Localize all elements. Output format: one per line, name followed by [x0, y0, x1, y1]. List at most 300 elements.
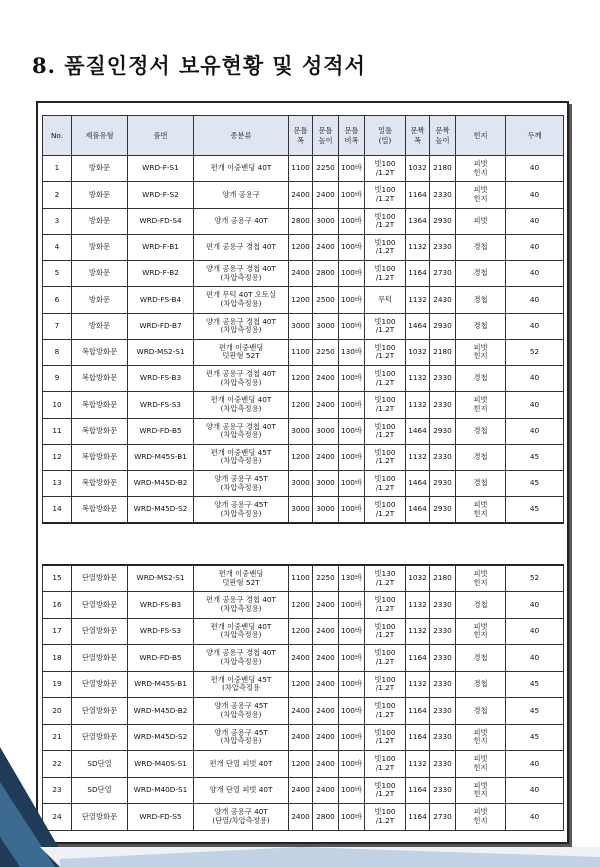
cell-thickness: 40: [506, 751, 564, 778]
cell-frame-width: 1100: [289, 339, 313, 365]
cell-hinge: 경첩: [456, 287, 506, 313]
cell-no: 24: [43, 804, 72, 831]
cell-leaf-width: 1464: [406, 497, 430, 523]
cell-leaf-height: 2330: [430, 724, 456, 751]
cell-product-type: 복합방화문: [72, 497, 128, 523]
cell-leaf-height: 2730: [430, 804, 456, 831]
cell-frame-height: 2250: [313, 565, 339, 592]
cell-hinge: 경첩: [456, 366, 506, 392]
cell-hinge: 피벗 힌지: [456, 724, 506, 751]
cell-sill: 무턱: [365, 287, 406, 313]
table-row: [43, 182, 564, 208]
cell-hinge: 경첩: [456, 645, 506, 672]
cell-hinge: 피벗 힌지: [456, 804, 506, 831]
cell-classification: 양개 공용구 40T (단열/차압측정용): [194, 804, 289, 831]
cell-frame-width: 1200: [289, 234, 313, 260]
cell-product-type: 단열방화문: [72, 565, 128, 592]
cell-hinge: 경첩: [456, 418, 506, 444]
cell-frame-height: 2800: [313, 804, 339, 831]
cell-thickness: 45: [506, 671, 564, 698]
cell-frame-depth: 100바: [339, 804, 365, 831]
cell-leaf-width: 1132: [406, 392, 430, 418]
cell-no: 7: [43, 313, 72, 339]
cell-classification: 편개 공용구 경첩 40T (차압측정용): [194, 592, 289, 619]
cell-no: 12: [43, 444, 72, 470]
cell-thickness: 40: [506, 418, 564, 444]
cell-part-number: WRD-F-B1: [128, 234, 194, 260]
cell-leaf-height: 2330: [430, 182, 456, 208]
cell-no: 22: [43, 751, 72, 778]
cell-sill: 빗100 /1.2T: [365, 156, 406, 182]
cell-part-number: WRD-M40S-S1: [128, 751, 194, 778]
page-title: 8. 품질인정서 보유현황 및 성적서: [32, 53, 366, 78]
cell-part-number: WRD-FS-S3: [128, 392, 194, 418]
corner-decoration: [0, 707, 600, 867]
table-row: [43, 366, 564, 392]
cell-thickness: 40: [506, 777, 564, 804]
cell-leaf-height: 2330: [430, 618, 456, 645]
cell-leaf-height: 2930: [430, 313, 456, 339]
cell-part-number: WRD-FD-B7: [128, 313, 194, 339]
cell-frame-height: 2400: [313, 592, 339, 619]
cell-classification: 양개 공용구 45T (차압측정용): [194, 698, 289, 725]
cell-thickness: 40: [506, 645, 564, 672]
cell-part-number: WRD-FS-B3: [128, 592, 194, 619]
cell-classification: 편개 이중밴딩 40T (차압측정용): [194, 392, 289, 418]
cell-hinge: 경첩: [456, 234, 506, 260]
cell-leaf-height: 2330: [430, 366, 456, 392]
cell-classification: 양개 단열 피벗 40T: [194, 777, 289, 804]
cell-frame-height: 3000: [313, 208, 339, 234]
cell-thickness: 40: [506, 234, 564, 260]
cell-frame-height: 2400: [313, 751, 339, 778]
cell-no: 4: [43, 234, 72, 260]
cell-product-type: 방화문: [72, 208, 128, 234]
cell-classification: 편개 이중밴딩 40T: [194, 156, 289, 182]
cell-classification: 편개 공용구 경첩 40T (차압측정용): [194, 366, 289, 392]
cell-leaf-height: 2180: [430, 565, 456, 592]
cell-frame-height: 2400: [313, 366, 339, 392]
cell-frame-depth: 100바: [339, 592, 365, 619]
cell-sill: 빗100 /1.2T: [365, 234, 406, 260]
cell-frame-depth: 100바: [339, 444, 365, 470]
cell-sill: 빗100 /1.2T: [365, 618, 406, 645]
cell-part-number: WRD-M40D-S1: [128, 777, 194, 804]
cell-sill: 빗100 /1.2T: [365, 698, 406, 725]
cell-frame-width: 2400: [289, 698, 313, 725]
cell-classification: 양개 공용구 40T: [194, 208, 289, 234]
cell-frame-depth: 100바: [339, 234, 365, 260]
cell-leaf-height: 2430: [430, 287, 456, 313]
cell-no: 11: [43, 418, 72, 444]
cell-frame-width: 3000: [289, 418, 313, 444]
header-part-number: 품번: [128, 116, 194, 156]
cell-frame-depth: 100바: [339, 182, 365, 208]
cell-leaf-height: 2930: [430, 471, 456, 497]
table-row: [43, 618, 564, 645]
cell-frame-depth: 100바: [339, 366, 365, 392]
cell-thickness: 45: [506, 497, 564, 523]
header-frame-width: 문틀 폭: [289, 116, 313, 156]
cell-leaf-width: 1464: [406, 471, 430, 497]
cell-no: 13: [43, 471, 72, 497]
cell-part-number: WRD-FS-B4: [128, 287, 194, 313]
cell-thickness: 40: [506, 287, 564, 313]
cell-hinge: 경첩: [456, 698, 506, 725]
cell-frame-height: 2400: [313, 645, 339, 672]
table-row: [43, 234, 564, 260]
cell-thickness: 40: [506, 208, 564, 234]
cell-frame-height: 2250: [313, 339, 339, 365]
cell-sill: 빗100 /1.2T: [365, 804, 406, 831]
cell-no: 1: [43, 156, 72, 182]
table-header-row: [43, 116, 564, 156]
cell-frame-height: 2400: [313, 777, 339, 804]
header-frame-height: 문틀 높이: [313, 116, 339, 156]
cell-leaf-width: 1464: [406, 313, 430, 339]
cell-no: 3: [43, 208, 72, 234]
cell-leaf-height: 2180: [430, 156, 456, 182]
cell-leaf-width: 1164: [406, 182, 430, 208]
cell-no: 23: [43, 777, 72, 804]
header-hinge: 힌지: [456, 116, 506, 156]
cell-no: 18: [43, 645, 72, 672]
cell-leaf-width: 1132: [406, 287, 430, 313]
cell-frame-width: 1200: [289, 671, 313, 698]
cell-leaf-height: 2330: [430, 592, 456, 619]
cell-sill: 빗100 /1.2T: [365, 208, 406, 234]
cell-hinge: 경첩: [456, 471, 506, 497]
cell-frame-height: 3000: [313, 471, 339, 497]
certification-table-part-1: [42, 115, 564, 524]
cell-frame-width: 3000: [289, 313, 313, 339]
cell-product-type: 방화문: [72, 234, 128, 260]
cell-part-number: WRD-MS2-S1: [128, 565, 194, 592]
cell-sill: 빗100 /1.2T: [365, 497, 406, 523]
cell-product-type: 단열방화문: [72, 592, 128, 619]
cell-frame-width: 1200: [289, 618, 313, 645]
cell-frame-height: 2400: [313, 444, 339, 470]
cell-part-number: WRD-M45S-B1: [128, 671, 194, 698]
cell-frame-width: 1200: [289, 366, 313, 392]
cell-frame-depth: 100바: [339, 287, 365, 313]
cell-classification: 양개 공용구 45T (차압측정용): [194, 471, 289, 497]
cell-leaf-height: 2330: [430, 671, 456, 698]
cell-leaf-width: 1164: [406, 724, 430, 751]
cell-part-number: WRD-F-S2: [128, 182, 194, 208]
table-row: [43, 392, 564, 418]
cell-frame-height: 2800: [313, 261, 339, 287]
cell-leaf-width: 1032: [406, 339, 430, 365]
cell-frame-width: 2400: [289, 182, 313, 208]
cell-classification: 양개 공용구 45T (차압측정용): [194, 724, 289, 751]
cell-frame-height: 2400: [313, 724, 339, 751]
cell-sill: 빗100 /1.2T: [365, 751, 406, 778]
cell-product-type: 복합방화문: [72, 471, 128, 497]
cell-frame-width: 1200: [289, 592, 313, 619]
cell-thickness: 40: [506, 804, 564, 831]
table-row: [43, 208, 564, 234]
cell-frame-width: 1100: [289, 156, 313, 182]
cell-frame-depth: 100바: [339, 313, 365, 339]
cell-thickness: 40: [506, 592, 564, 619]
cell-part-number: WRD-M45D-B2: [128, 698, 194, 725]
cell-leaf-width: 1132: [406, 618, 430, 645]
cell-frame-width: 2400: [289, 724, 313, 751]
cell-sill: 빗100 /1.2T: [365, 671, 406, 698]
cell-leaf-width: 1164: [406, 261, 430, 287]
cell-leaf-height: 2930: [430, 208, 456, 234]
cell-part-number: WRD-FD-B5: [128, 645, 194, 672]
cell-leaf-width: 1364: [406, 208, 430, 234]
cell-classification: 편개 이중밴딩 45T (차압측정용: [194, 671, 289, 698]
cell-frame-depth: 100바: [339, 751, 365, 778]
cell-frame-depth: 100바: [339, 645, 365, 672]
cell-leaf-height: 2330: [430, 777, 456, 804]
cell-classification: 편개 이중밴딩 덧판형 52T: [194, 565, 289, 592]
cell-classification: 편개 이중밴딩 덧판형 52T: [194, 339, 289, 365]
cell-frame-height: 2250: [313, 156, 339, 182]
table-row: [43, 565, 564, 592]
cell-hinge: 경첩: [456, 313, 506, 339]
cell-product-type: 단열방화문: [72, 618, 128, 645]
cell-sill: 빗100 /1.2T: [365, 339, 406, 365]
header-no: No.: [43, 116, 72, 156]
cell-leaf-width: 1132: [406, 444, 430, 470]
cell-product-type: 단열방화문: [72, 671, 128, 698]
cell-sill: 빗100 /1.2T: [365, 592, 406, 619]
cell-thickness: 40: [506, 156, 564, 182]
cell-leaf-height: 2180: [430, 339, 456, 365]
cell-frame-height: 3000: [313, 497, 339, 523]
cell-leaf-width: 1164: [406, 804, 430, 831]
table-body: [43, 156, 564, 524]
table-row: [43, 444, 564, 470]
cell-product-type: 방화문: [72, 287, 128, 313]
cell-hinge: 피벗: [456, 208, 506, 234]
cell-classification: 편개 무턱 40T 오토실 (차압측정용): [194, 287, 289, 313]
cell-product-type: SD단열: [72, 777, 128, 804]
cell-frame-width: 1200: [289, 751, 313, 778]
cell-product-type: 단열방화문: [72, 804, 128, 831]
cell-classification: 양개 공용구 경첩 40T (차압측정용): [194, 261, 289, 287]
cell-classification: 양개 공용구 경첩 40T (차압측정용): [194, 418, 289, 444]
cell-product-type: 복합방화문: [72, 418, 128, 444]
cell-frame-width: 2400: [289, 645, 313, 672]
cell-no: 19: [43, 671, 72, 698]
cell-hinge: 경첩: [456, 592, 506, 619]
cell-leaf-height: 2330: [430, 444, 456, 470]
cell-hinge: 경첩: [456, 261, 506, 287]
cell-frame-depth: 100바: [339, 671, 365, 698]
cell-leaf-width: 1132: [406, 592, 430, 619]
cell-classification: 편개 단열 피벗 40T: [194, 751, 289, 778]
cell-leaf-width: 1032: [406, 156, 430, 182]
cell-classification: 편개 이중밴딩 45T (차압측정용): [194, 444, 289, 470]
cell-frame-width: 3000: [289, 497, 313, 523]
cell-frame-depth: 100바: [339, 618, 365, 645]
cell-thickness: 45: [506, 698, 564, 725]
cell-product-type: 복합방화문: [72, 339, 128, 365]
cell-frame-width: 3000: [289, 471, 313, 497]
cell-leaf-height: 2330: [430, 392, 456, 418]
cell-product-type: 단열방화문: [72, 698, 128, 725]
cell-frame-width: 2800: [289, 208, 313, 234]
cell-part-number: WRD-M45D-B2: [128, 471, 194, 497]
cell-part-number: WRD-M45D-S2: [128, 724, 194, 751]
cell-frame-width: 1200: [289, 444, 313, 470]
cell-product-type: 복합방화문: [72, 366, 128, 392]
cell-hinge: 피벗 힌지: [456, 392, 506, 418]
cell-part-number: WRD-MS2-S1: [128, 339, 194, 365]
cell-thickness: 45: [506, 444, 564, 470]
cell-product-type: 단열방화문: [72, 724, 128, 751]
cell-no: 8: [43, 339, 72, 365]
cell-frame-width: 2400: [289, 261, 313, 287]
table-row: [43, 261, 564, 287]
cell-part-number: WRD-FS-S3: [128, 618, 194, 645]
cell-thickness: 40: [506, 618, 564, 645]
cell-no: 14: [43, 497, 72, 523]
cell-frame-height: 2400: [313, 234, 339, 260]
cell-thickness: 40: [506, 182, 564, 208]
cell-thickness: 52: [506, 339, 564, 365]
header-classification: 종분류: [194, 116, 289, 156]
cell-classification: 양개 공용구 45T (차압측정용): [194, 497, 289, 523]
cell-product-type: 복합방화문: [72, 392, 128, 418]
cell-product-type: 방화문: [72, 261, 128, 287]
cell-frame-depth: 130바: [339, 339, 365, 365]
header-sill: 밀틀 (밀): [365, 116, 406, 156]
cell-part-number: WRD-F-S1: [128, 156, 194, 182]
cell-classification: 편개 이중밴딩 40T (차압측정용): [194, 618, 289, 645]
cell-thickness: 45: [506, 471, 564, 497]
cell-frame-height: 2400: [313, 392, 339, 418]
cell-product-type: 단열방화문: [72, 645, 128, 672]
cell-part-number: WRD-M45S-B1: [128, 444, 194, 470]
table-row: [43, 418, 564, 444]
cell-hinge: 경첩: [456, 444, 506, 470]
cell-frame-width: 2400: [289, 804, 313, 831]
cell-leaf-width: 1032: [406, 565, 430, 592]
cell-frame-depth: 100바: [339, 392, 365, 418]
cell-leaf-height: 2330: [430, 645, 456, 672]
cell-leaf-height: 2330: [430, 751, 456, 778]
cell-classification: 양개 공용구: [194, 182, 289, 208]
cell-no: 17: [43, 618, 72, 645]
cell-sill: 빗100 /1.2T: [365, 182, 406, 208]
cell-thickness: 40: [506, 261, 564, 287]
cell-frame-depth: 100바: [339, 777, 365, 804]
table-row: [43, 313, 564, 339]
table-row: [43, 287, 564, 313]
cell-no: 16: [43, 592, 72, 619]
cell-product-type: 복합방화문: [72, 444, 128, 470]
cell-leaf-width: 1132: [406, 234, 430, 260]
cell-hinge: 피벗 힌지: [456, 339, 506, 365]
cell-thickness: 40: [506, 392, 564, 418]
cell-thickness: 45: [506, 724, 564, 751]
cell-frame-height: 3000: [313, 418, 339, 444]
cell-frame-depth: 100바: [339, 497, 365, 523]
cell-sill: 빗100 /1.2T: [365, 777, 406, 804]
cell-no: 15: [43, 565, 72, 592]
cell-thickness: 52: [506, 565, 564, 592]
cell-part-number: WRD-F-B2: [128, 261, 194, 287]
cell-sill: 빗100 /1.2T: [365, 645, 406, 672]
cell-frame-width: 1200: [289, 287, 313, 313]
cell-product-type: 방화문: [72, 156, 128, 182]
cell-thickness: 40: [506, 313, 564, 339]
table-row: [43, 339, 564, 365]
header-leaf-height: 문짝 높이: [430, 116, 456, 156]
header-thickness: 두께: [506, 116, 564, 156]
cell-no: 6: [43, 287, 72, 313]
cell-no: 2: [43, 182, 72, 208]
cell-frame-depth: 100바: [339, 418, 365, 444]
table-row: [43, 156, 564, 182]
cell-leaf-width: 1132: [406, 366, 430, 392]
cell-leaf-height: 2330: [430, 234, 456, 260]
table-row: [43, 592, 564, 619]
table-row: [43, 671, 564, 698]
cell-sill: 빗100 /1.2T: [365, 366, 406, 392]
cell-part-number: WRD-FS-B3: [128, 366, 194, 392]
cell-frame-height: 2400: [313, 698, 339, 725]
cell-part-number: WRD-M45D-S2: [128, 497, 194, 523]
cell-no: 10: [43, 392, 72, 418]
cell-sill: 빗100 /1.2T: [365, 724, 406, 751]
cell-frame-height: 2400: [313, 618, 339, 645]
cell-hinge: 피벗 힌지: [456, 497, 506, 523]
cell-frame-depth: 100바: [339, 724, 365, 751]
table-row: [43, 497, 564, 523]
cell-sill: 빗100 /1.2T: [365, 261, 406, 287]
cell-frame-depth: 100바: [339, 698, 365, 725]
cell-sill: 빗130 /1.2T: [365, 565, 406, 592]
cell-classification: 양개 공용구 경첩 40T (차압측정용): [194, 313, 289, 339]
cell-hinge: 피벗 힌지: [456, 618, 506, 645]
cell-sill: 빗100 /1.2T: [365, 471, 406, 497]
cell-part-number: WRD-FD-S4: [128, 208, 194, 234]
cell-leaf-height: 2930: [430, 418, 456, 444]
cell-frame-width: 1100: [289, 565, 313, 592]
cell-leaf-width: 1132: [406, 751, 430, 778]
cell-product-type: 방화문: [72, 182, 128, 208]
cell-frame-depth: 100바: [339, 156, 365, 182]
cell-frame-height: 3000: [313, 313, 339, 339]
cell-leaf-height: 2930: [430, 497, 456, 523]
cell-hinge: 피벗 힌지: [456, 156, 506, 182]
cell-hinge: 경첩: [456, 671, 506, 698]
cell-frame-depth: 100바: [339, 261, 365, 287]
cell-sill: 빗100 /1.2T: [365, 392, 406, 418]
cell-frame-depth: 100바: [339, 208, 365, 234]
cell-leaf-height: 2330: [430, 698, 456, 725]
cell-sill: 빗100 /1.2T: [365, 313, 406, 339]
cell-sill: 빗100 /1.2T: [365, 418, 406, 444]
cell-frame-height: 2500: [313, 287, 339, 313]
cell-part-number: WRD-FD-S5: [128, 804, 194, 831]
cell-leaf-width: 1164: [406, 645, 430, 672]
cell-hinge: 피벗 힌지: [456, 565, 506, 592]
cell-no: 5: [43, 261, 72, 287]
cell-sill: 빗100 /1.2T: [365, 444, 406, 470]
cell-hinge: 피벗 힌지: [456, 751, 506, 778]
cell-leaf-width: 1132: [406, 671, 430, 698]
cell-frame-depth: 100바: [339, 471, 365, 497]
cell-frame-depth: 130바: [339, 565, 365, 592]
